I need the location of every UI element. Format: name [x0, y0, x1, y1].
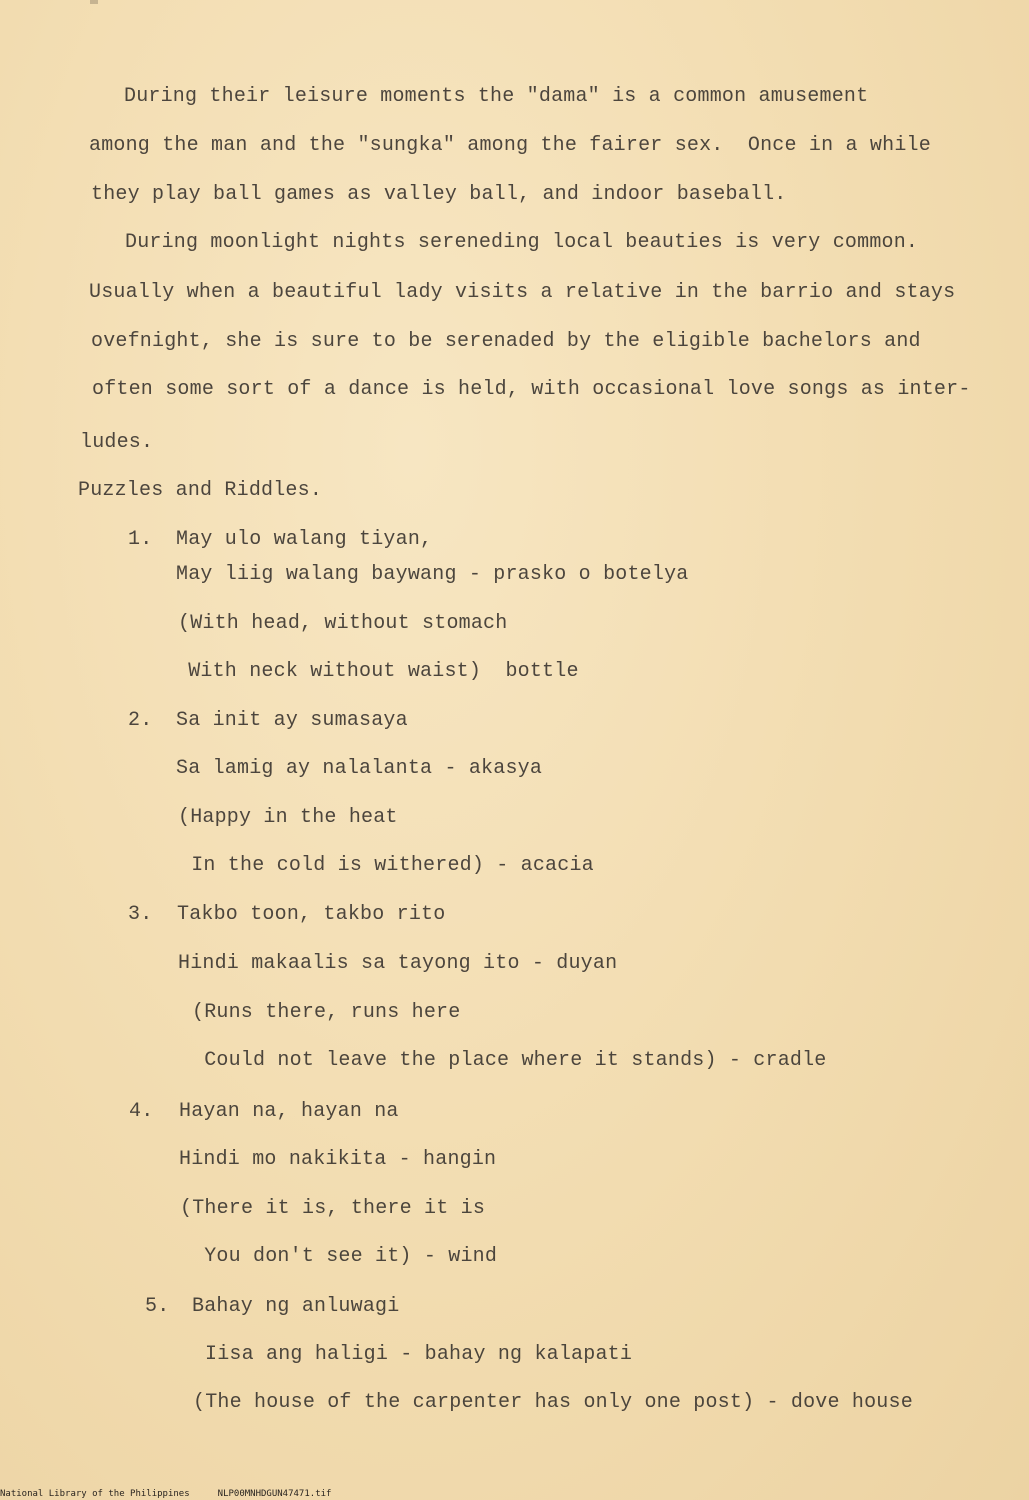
riddle-line: Iisa ang haligi - bahay ng kalapati [205, 1343, 633, 1366]
riddle-translation: (The house of the carpenter has only one post) - dove house [193, 1391, 913, 1414]
riddle-translation: (Happy in the heat [178, 806, 398, 829]
scan-footer [0, 1489, 359, 1499]
paragraph-line: ludes. [80, 431, 154, 454]
riddle-translation: (Runs there, runs here [192, 1001, 461, 1024]
paragraph-line: Usually when a beautiful lady visits a relative in the barrio and stays [89, 281, 956, 304]
paragraph-line: ovefnight, she is sure to be serenaded by the eligible bachelors and [91, 330, 921, 353]
paragraph-line: often some sort of a dance is held, with occasional love songs as inter- [92, 378, 971, 401]
riddle-translation: (With head, without stomach [178, 612, 508, 635]
riddle-number: 4. [129, 1100, 154, 1123]
riddle-translation: (There it is, there it is [180, 1197, 486, 1220]
paragraph-line: During their leisure moments the "dama" is a common amusement [124, 85, 869, 108]
riddle-number: 5. [145, 1295, 170, 1318]
riddle-line: May ulo walang tiyan, [176, 528, 433, 551]
riddle-line: May liig walang baywang - prasko o botelya [176, 563, 689, 586]
riddle-line: Hayan na, hayan na [179, 1100, 399, 1123]
riddle-line: Hindi mo nakikita - hangin [179, 1148, 497, 1171]
riddle-number: 2. [128, 709, 153, 732]
footer-filename: NLP00MNHDGUN47471.tif [217, 1489, 332, 1499]
riddle-line: Sa init ay sumasaya [176, 709, 408, 732]
paragraph-line: they play ball games as valley ball, and indoor baseball. [91, 183, 787, 206]
riddle-line: Sa lamig ay nalalanta - akasya [176, 757, 543, 780]
riddle-translation: You don't see it) - wind [192, 1245, 498, 1268]
paragraph-line: During moonlight nights sereneding local beauties is very common. [125, 231, 919, 254]
paragraph-line: among the man and the "sungka" among the fairer sex. Once in a while [89, 134, 931, 157]
riddle-translation: With neck without waist) bottle [176, 660, 579, 683]
riddle-number: 1. [128, 528, 153, 551]
riddle-number: 3. [128, 903, 153, 926]
riddle-translation: Could not leave the place where it stands) - cradle [192, 1049, 827, 1072]
riddle-line: Takbo toon, takbo rito [177, 903, 446, 926]
riddle-line: Hindi makaalis sa tayong ito - duyan [178, 952, 618, 975]
footer-institution: National Library of the Philippines [0, 1489, 190, 1499]
riddle-line: Bahay ng anluwagi [192, 1295, 400, 1318]
paper-mark [90, 0, 98, 4]
riddle-translation: In the cold is withered) - acacia [179, 854, 594, 877]
section-heading: Puzzles and Riddles. [78, 479, 323, 502]
